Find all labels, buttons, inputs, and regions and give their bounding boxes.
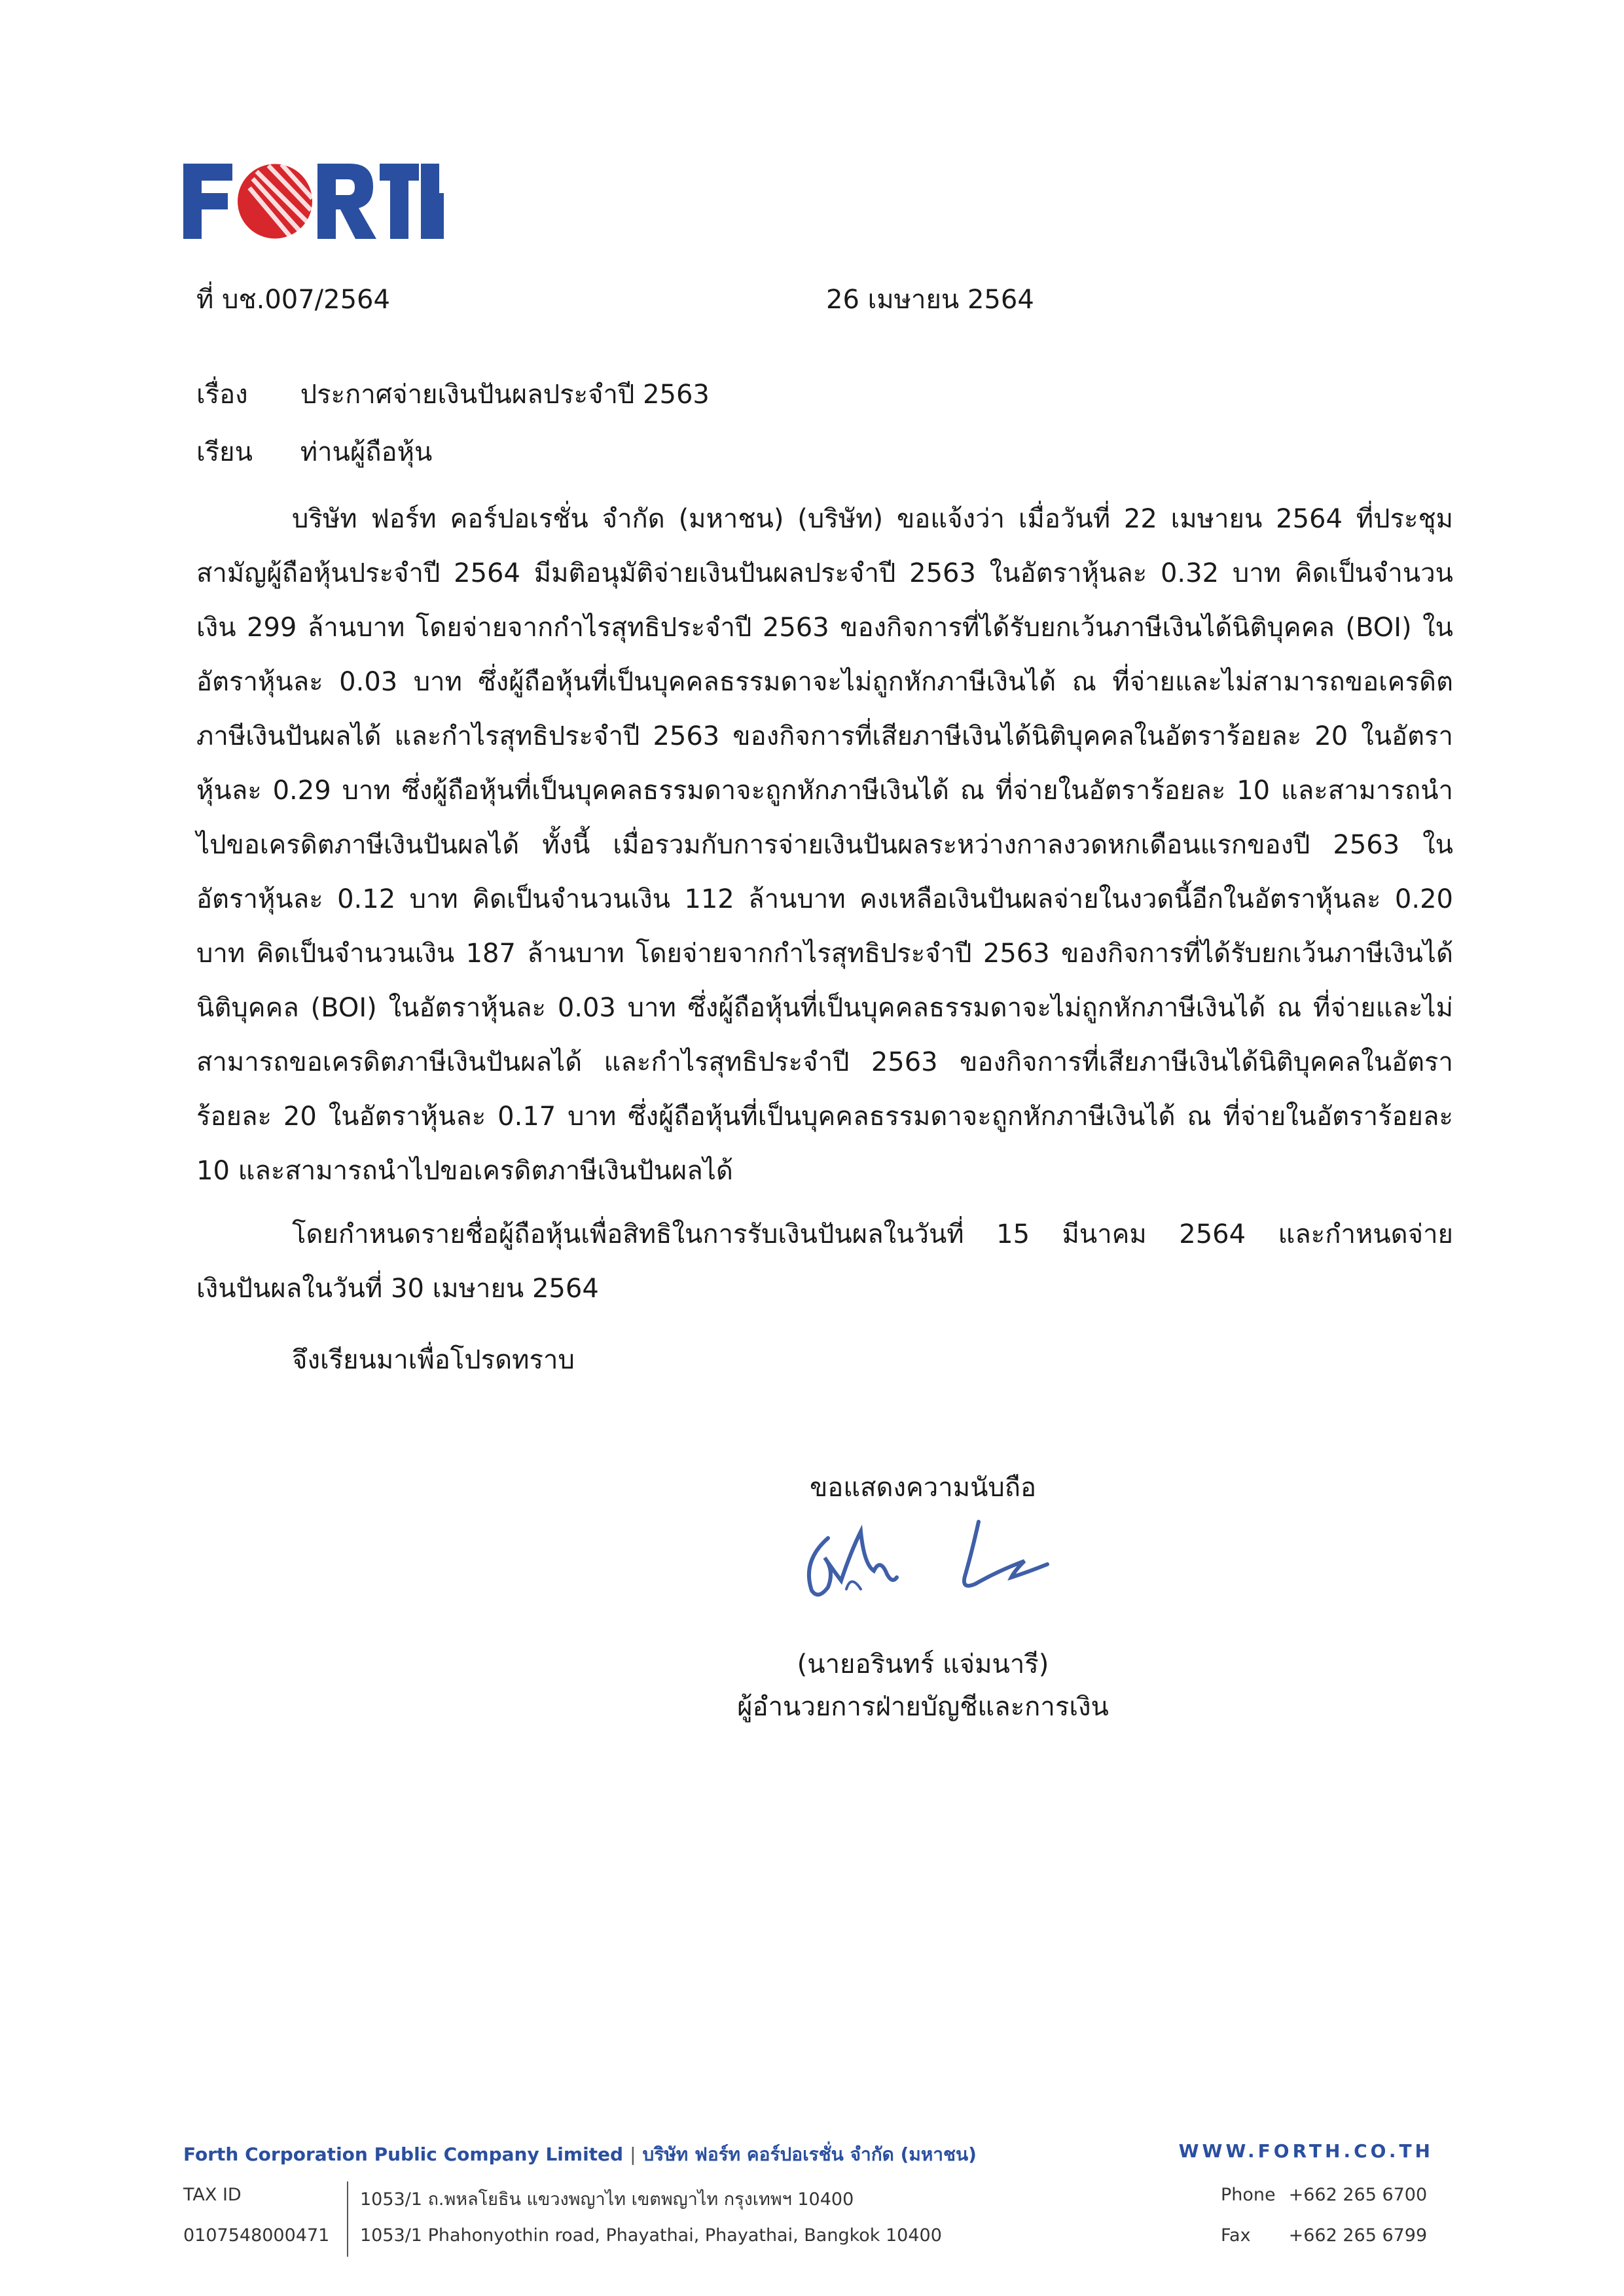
handwritten-signature <box>789 1512 1070 1617</box>
website-link[interactable]: WWW.FORTH.CO.TH <box>1178 2140 1434 2162</box>
subject-row <box>196 373 710 409</box>
body-paragraph-record-date: โดยกำหนดรายชื่อผู้ถือหุ้นเพื่อสิทธิในการรับเงินปันผลในวันที่ 15 มีนาคม 2564 และกำหนดจ่ายเงินปันผลในวันที่ 30 เมษายน 2564 <box>196 1219 1453 1304</box>
signer-title: ผู้อำนวยการฝ่ายบัญชีและการเงิน <box>737 1692 1109 1722</box>
fax-label: Fax <box>1221 2225 1251 2246</box>
subject-text: ประกาศจ่ายเงินปันผลประจำปี 2563 <box>300 380 710 410</box>
signer-name: (นายอรินทร์ แจ่มนารี) <box>797 1649 1049 1679</box>
closing-salutation: ขอแสดงความนับถือ <box>809 1473 1037 1503</box>
fax-line <box>1221 2225 1427 2246</box>
phone-label: Phone <box>1221 2185 1276 2205</box>
letter-date: 26 เมษายน 2564 <box>826 285 1034 315</box>
company-separator: | <box>630 2144 636 2165</box>
recipient-row <box>196 431 432 467</box>
address-english: 1053/1 Phahonyothin road, Phayathai, Phayathai, Bangkok 10400 <box>360 2225 942 2246</box>
footer-divider <box>347 2181 348 2257</box>
recipient-label: เรียน <box>196 437 253 467</box>
recipient-text: ท่านผู้ถือหุ้น <box>300 437 433 467</box>
footer-company <box>183 2140 977 2169</box>
reference-line <box>196 278 1624 314</box>
footer-company-bar <box>183 2140 1434 2170</box>
forth-logo <box>183 164 445 239</box>
phone-line <box>1221 2185 1427 2205</box>
subject-label: เรื่อง <box>196 380 248 410</box>
tax-id-value: 0107548000471 <box>183 2225 330 2246</box>
reference-number: ที่ บช.007/2564 <box>196 285 390 315</box>
company-name-th: บริษัท ฟอร์ท คอร์ปอเรชั่น จำกัด (มหาชน) <box>642 2144 977 2165</box>
company-name-en: Forth Corporation Public Company Limited <box>183 2144 624 2165</box>
address-thai: 1053/1 ถ.พหลโยธิน แขวงพญาไท เขตพญาไท กรุงเทพฯ 10400 <box>360 2189 854 2210</box>
tax-id-label: TAX ID <box>183 2185 242 2205</box>
fax-number: +662 265 6799 <box>1288 2225 1428 2246</box>
body-paragraph-dividend: บริษัท ฟอร์ท คอร์ปอเรชั่น จำกัด (มหาชน) (บริษัท) ขอแจ้งว่า เมื่อวันที่ 22 เมษายน 2564 ที่ประชุมสามัญผู้ถือหุ้นประจำปี 2564 มีมติอนุมัติจ่ายเงินปันผลประจำปี 2563 ในอัตราหุ้นละ 0.32 บาท คิดเป็นจำนวนเงิน 299 ล้านบาท โดยจ่ายจากกำไรสุทธิประจำปี 2563 ของกิจการที่ได้รับยกเว้นภาษีเงินได้นิติบุคคล (BOI) ในอัตราหุ้นละ 0.03 บาท ซึ่งผู้ถือหุ้นที่เป็นบุคคลธรรมดาจะไม่ถูกหักภาษีเงินได้ ณ ที่จ่ายและไม่สามารถขอเครดิตภาษีเงินปันผลได้ และกำไรสุทธิประจำปี 2563 ของกิจการที่เสียภาษีเงินได้นิติบุคคลในอัตราร้อยละ 20 ในอัตราหุ้นละ 0.29 บาท ซึ่งผู้ถือหุ้นที่เป็นบุคคลธรรมดาจะถูกหักภาษีเงินได้ ณ ที่จ่ายในอัตราร้อยละ 10 และสามารถนำไปขอเครดิตภาษีเงินปันผลได้ ทั้งนี้ เมื่อรวมกับการจ่ายเงินปันผลระหว่างกาลงวดหกเดือนแรกของปี 2563 ในอัตราหุ้นละ 0.12 บาท คิดเป็นจำนวนเงิน 112 ล้านบาท คงเหลือเงินปันผลจ่ายในงวดนี้อีกในอัตราหุ้นละ 0.20 บาท คิดเป็นจำนวนเงิน 187 ล้านบาท โดยจ่ายจากกำไรสุทธิประจำปี 2563 ของกิจการที่ได้รับยกเว้นภาษีเงินได้นิติบุคคล (BOI) ในอัตราหุ้นละ 0.03 บาท ซึ่งผู้ถือหุ้นที่เป็นบุคคลธรรมดาจะไม่ถูกหักภาษีเงินได้ ณ ที่จ่ายและไม่สามารถขอเครดิตภาษีเงินปันผลได้ และกำไรสุทธิประจำปี 2563 ของกิจการที่เสียภาษีเงินได้นิติบุคคลในอัตราร้อยละ 20 ในอัตราหุ้นละ 0.17 บาท ซึ่งผู้ถือหุ้นที่เป็นบุคคลธรรมดาจะถูกหักภาษีเงินได้ ณ ที่จ่ายในอัตราร้อยละ 10 และสามารถนำไปขอเครดิตภาษีเงินปันผลได้ <box>196 504 1454 1186</box>
body-paragraph-closing: จึงเรียนมาเพื่อโปรดทราบ <box>292 1345 575 1375</box>
phone-number[interactable]: +662 265 6700 <box>1288 2185 1428 2205</box>
